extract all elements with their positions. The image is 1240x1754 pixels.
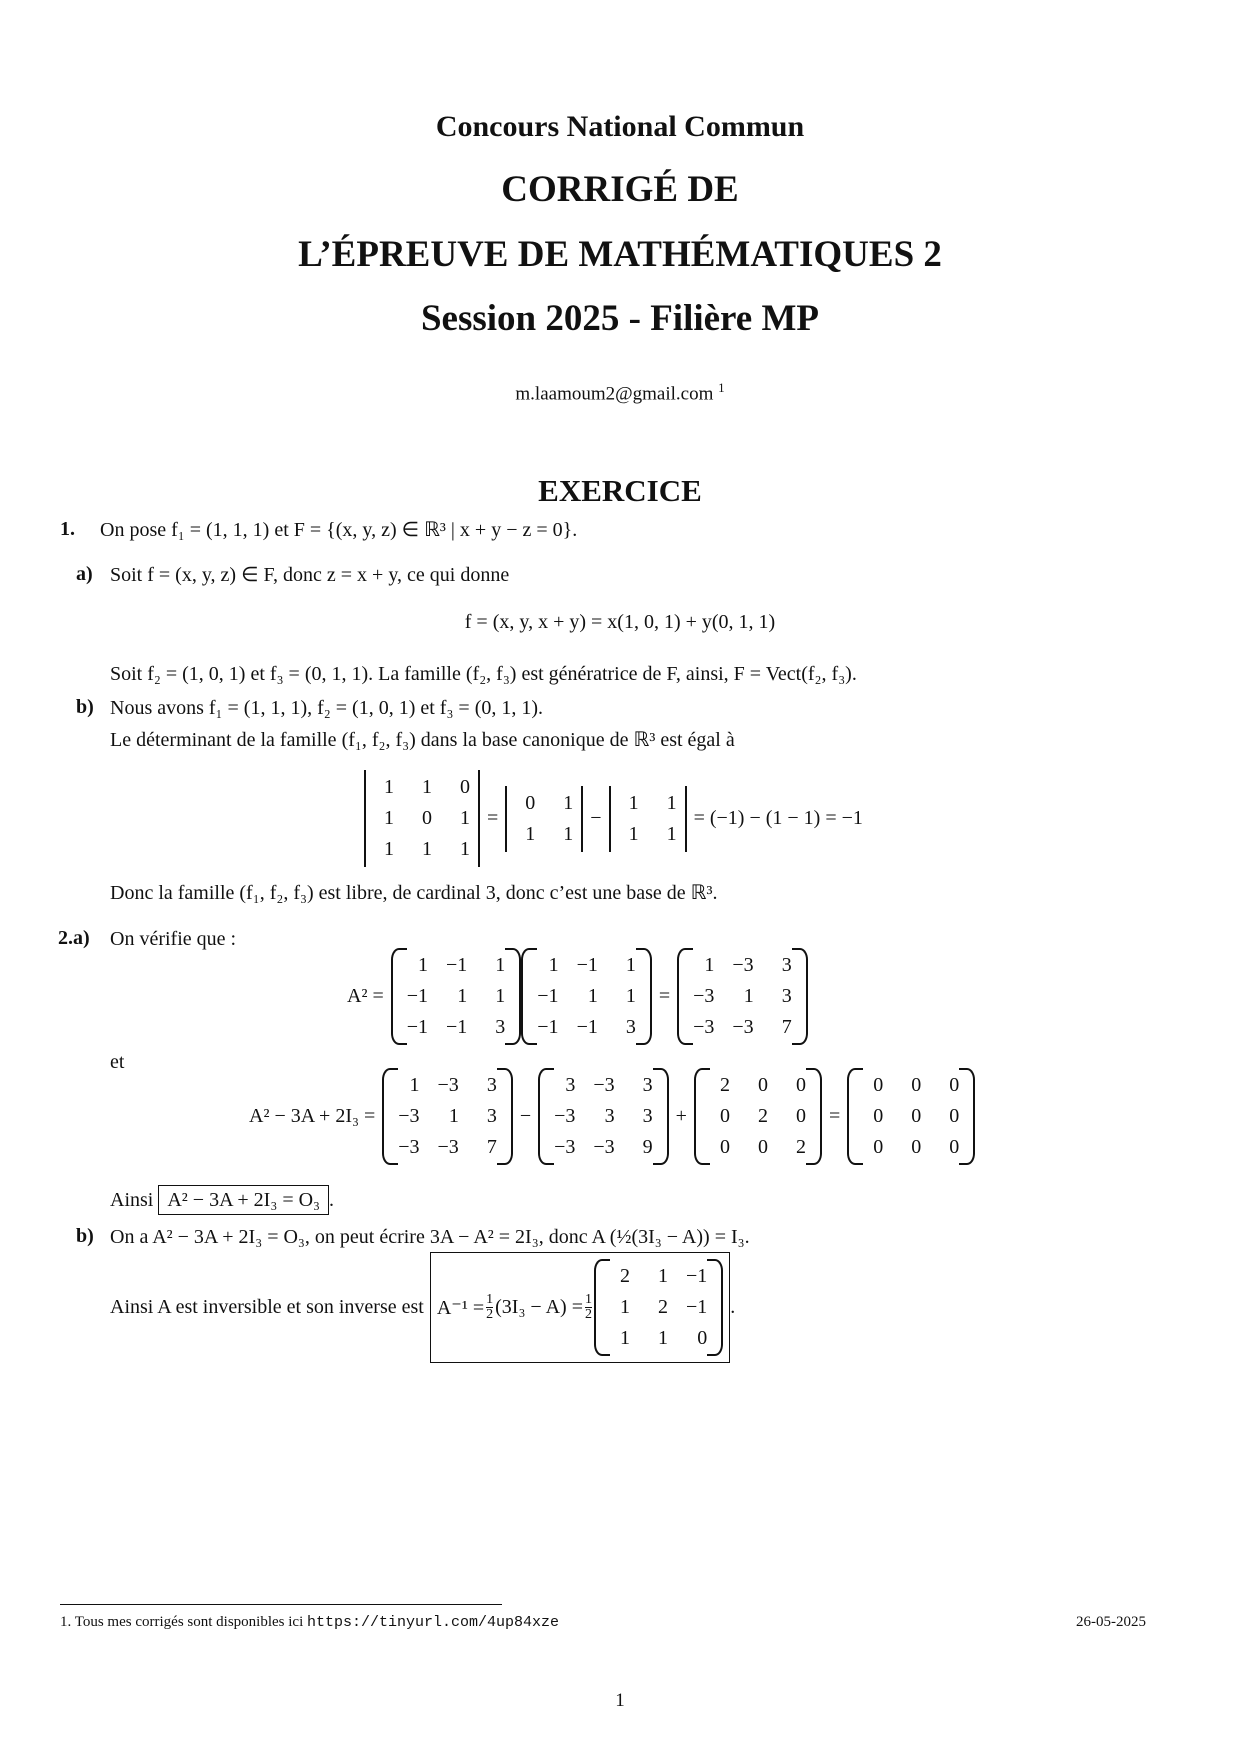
- inverse-line: [110, 1252, 735, 1363]
- matrix-entry: −3: [732, 1016, 754, 1038]
- matrix-entry: 1: [625, 985, 636, 1007]
- matrix-entry: 0: [873, 1074, 884, 1096]
- matrix-entry: 0: [697, 1327, 708, 1349]
- inverse-mid: (3I₃ − A) =: [495, 1296, 583, 1318]
- matrix-entry: 1: [563, 822, 574, 845]
- poly-op-plus: +: [675, 1105, 687, 1127]
- q2a-label: 2.a): [58, 927, 90, 949]
- matrix-entry: 0: [911, 1074, 922, 1096]
- matrix-entry: −1: [446, 954, 468, 976]
- matrix-entry: 3: [625, 1016, 636, 1038]
- q2a-and: et: [110, 1051, 125, 1073]
- matrix-entry: 3: [642, 1105, 653, 1127]
- matrix-entry: 2: [719, 1074, 730, 1096]
- matrix-entry: −3: [593, 1074, 615, 1096]
- matrix-entry: 1: [587, 985, 598, 1007]
- matrix-entry: 2: [757, 1105, 768, 1127]
- matrix-3a: [538, 1068, 669, 1165]
- matrix-entry: 1: [625, 954, 636, 976]
- matrix-entry: 3: [565, 1074, 576, 1096]
- fraction-denominator: 2: [585, 1307, 592, 1322]
- matrix-entry: 1: [409, 1074, 420, 1096]
- fraction-denominator: 2: [486, 1307, 494, 1322]
- matrix-entry: −3: [554, 1105, 576, 1127]
- matrix-entry: −3: [693, 985, 715, 1007]
- matrix-entry: 1: [384, 807, 394, 829]
- matrix-entry: −1: [446, 1016, 468, 1038]
- matrix-entry: 3: [495, 1016, 506, 1038]
- section-title: EXERCICE: [538, 473, 702, 508]
- fraction-numerator: 1: [585, 1292, 592, 1307]
- page-number: 1: [615, 1690, 625, 1711]
- matrix-entry: 0: [460, 776, 470, 798]
- matrix-entry: 7: [781, 1016, 792, 1038]
- matrix-entry: −1: [576, 954, 598, 976]
- matrix-a-1: [391, 948, 522, 1045]
- footnote-number: 1.: [60, 1614, 72, 1630]
- matrix-entry: 1: [422, 776, 432, 798]
- session-title: Session 2025 - Filière MP: [420, 298, 820, 339]
- q2a-result-line: Ainsi A² − 3A + 2I₃ = O₃ .: [110, 1188, 334, 1212]
- det-result: = (−1) − (1 − 1) = −1: [693, 807, 863, 829]
- matrix-entry: 3: [781, 985, 792, 1007]
- matrix-entry: 1: [422, 838, 432, 860]
- poly-op-minus: −: [519, 1105, 532, 1127]
- matrix-entry: −1: [686, 1265, 708, 1287]
- footnote-text: Tous mes corrigés sont disponibles ici: [74, 1614, 304, 1630]
- footnote-rule: [60, 1604, 502, 1605]
- matrix-entry: 1: [448, 1105, 459, 1127]
- q1b-text-2: Le déterminant de la famille (f₁, f₂, f₃) dans la base canonique de ℝ³ est égal à: [110, 729, 735, 751]
- matrix-entry: 1: [384, 776, 394, 798]
- poly-op-equals: =: [828, 1105, 841, 1127]
- q1b-text-1: Nous avons f₁ = (1, 1, 1), f₂ = (1, 0, 1) et f₃ = (0, 1, 1).: [110, 697, 544, 719]
- matrix-entry: 0: [873, 1105, 884, 1127]
- matrix-entry: −1: [537, 985, 559, 1007]
- title-line-2: L’ÉPREUVE DE MATHÉMATIQUES 2: [298, 234, 942, 275]
- matrix-entry: 3: [604, 1105, 615, 1127]
- matrix-entry: 1: [525, 822, 536, 845]
- q2a-text: On vérifie que :: [110, 928, 237, 950]
- polynomial-equation: [242, 1068, 975, 1165]
- matrix-entry: 0: [795, 1105, 806, 1127]
- matrix-entry: 0: [757, 1136, 768, 1158]
- matrix-entry: 0: [719, 1105, 730, 1127]
- a-squared-equation: [340, 948, 808, 1045]
- matrix-entry: 1: [658, 1327, 668, 1349]
- q1b-label: b): [76, 696, 94, 718]
- email-text: m.laamoum2@gmail.com: [515, 383, 714, 405]
- matrix-entry: 1: [563, 791, 574, 814]
- matrix-entry: 9: [642, 1136, 653, 1158]
- matrix-entry: 0: [911, 1136, 922, 1158]
- matrix-entry: −1: [537, 1016, 559, 1038]
- inverse-lhs: A⁻¹ =: [436, 1297, 485, 1319]
- author-email: [0, 380, 1240, 405]
- matrix-entry: 1: [704, 954, 715, 976]
- ainsi-text: Ainsi: [110, 1189, 154, 1211]
- matrix-inverse: [594, 1259, 723, 1356]
- matrix-entry: 2: [658, 1296, 668, 1318]
- det-2x2-a: [505, 786, 583, 852]
- matrix-entry: 0: [795, 1074, 806, 1096]
- boxed-result: A² − 3A + 2I₃ = O₃: [158, 1185, 329, 1215]
- matrix-entry: 1: [384, 838, 394, 860]
- matrix-entry: 1: [457, 985, 468, 1007]
- matrix-entry: 0: [719, 1136, 730, 1158]
- q1b-conclusion: Donc la famille (f₁, f₂, f₃) est libre, de cardinal 3, donc c’est une base de ℝ³.: [110, 882, 718, 904]
- q1a-label: a): [76, 563, 93, 585]
- matrix-entry: 1: [548, 954, 559, 976]
- q1a-conclusion: Soit f₂ = (1, 0, 1) et f₃ = (0, 1, 1). La famille (f₂, f₃) est génératrice de F, ainsi, F = Vect(f₂, f₃).: [110, 663, 857, 685]
- title-line-1: CORRIGÉ DE: [501, 169, 739, 210]
- matrix-entry: 1: [620, 1327, 630, 1349]
- fraction-half-1: [486, 1293, 493, 1322]
- matrix-entry: 1: [495, 985, 506, 1007]
- matrix-entry: −3: [437, 1074, 459, 1096]
- matrix-entry: 1: [743, 985, 754, 1007]
- matrix-entry: −1: [576, 1016, 598, 1038]
- q1a-text: Soit f = (x, y, z) ∈ F, donc z = x + y, ce qui donne: [110, 564, 510, 586]
- q1-intro: On pose f₁ = (1, 1, 1) et F = {(x, y, z) ∈ ℝ³ | x + y − z = 0}.: [100, 519, 578, 541]
- matrix-entry: −1: [686, 1296, 708, 1318]
- matrix-entry: −3: [593, 1136, 615, 1158]
- inverse-intro: Ainsi A est inversible et son inverse est: [110, 1296, 424, 1318]
- determinant-equation: [364, 770, 870, 867]
- a-squared-lhs: A² =: [347, 985, 384, 1007]
- footnote-link[interactable]: https://tinyurl.com/4up84xze: [307, 1614, 560, 1631]
- matrix-entry: 1: [460, 838, 470, 860]
- fraction-numerator: 1: [486, 1292, 494, 1307]
- matrix-entry: −3: [732, 954, 754, 976]
- matrix-entry: −1: [406, 985, 428, 1007]
- matrix-entry: 0: [525, 791, 536, 814]
- matrix-entry: −3: [398, 1105, 420, 1127]
- matrix-entry: 3: [642, 1074, 653, 1096]
- q1-label: 1.: [60, 518, 75, 540]
- matrix-entry: 0: [911, 1105, 922, 1127]
- det-3x3: [364, 770, 480, 867]
- competition-name: Concours National Commun: [435, 110, 805, 143]
- det-op-equals: =: [487, 807, 499, 829]
- matrix-entry: 1: [495, 954, 506, 976]
- matrix-a-squared: [677, 948, 808, 1045]
- matrix-entry: 3: [781, 954, 792, 976]
- inverse-period: .: [730, 1296, 736, 1318]
- polynomial-lhs: A² − 3A + 2I₃ =: [249, 1105, 376, 1127]
- footnote: [60, 1614, 559, 1631]
- inverse-box: [430, 1252, 730, 1363]
- matrix-entry: 1: [666, 791, 677, 814]
- q2b-label: b): [76, 1225, 94, 1247]
- matrix-entry: 1: [418, 954, 428, 976]
- matrix-entry: 2: [795, 1136, 806, 1158]
- matrix-entry: 0: [949, 1136, 960, 1158]
- matrix-entry: −3: [693, 1016, 715, 1038]
- matrix-entry: 0: [873, 1136, 884, 1158]
- a-squared-op-equals: =: [658, 985, 671, 1007]
- matrix-entry: 0: [949, 1074, 960, 1096]
- matrix-entry: 3: [486, 1105, 497, 1127]
- matrix-a-squared-2: [382, 1068, 513, 1165]
- matrix-entry: 3: [486, 1074, 497, 1096]
- matrix-entry: 7: [486, 1136, 497, 1158]
- matrix-a-2: [521, 948, 652, 1045]
- q2b-text: On a A² − 3A + 2I₃ = O₃, on peut écrire 3A − A² = 2I₃, donc A (½(3I₃ − A)) = I₃.: [110, 1226, 750, 1248]
- fraction-half-2: [585, 1293, 592, 1322]
- matrix-entry: 0: [422, 807, 432, 829]
- q1a-equation: f = (x, y, x + y) = x(1, 0, 1) + y(0, 1, 1): [464, 611, 776, 633]
- matrix-entry: 1: [628, 822, 639, 845]
- matrix-entry: 1: [628, 791, 639, 814]
- matrix-2i3: [694, 1068, 822, 1165]
- matrix-zero: [847, 1068, 975, 1165]
- matrix-entry: 1: [658, 1265, 668, 1287]
- matrix-entry: −3: [437, 1136, 459, 1158]
- document-date: 26-05-2025: [1076, 1614, 1146, 1630]
- det-op-minus: −: [590, 807, 602, 829]
- matrix-entry: 0: [949, 1105, 960, 1127]
- matrix-entry: 2: [620, 1265, 630, 1287]
- matrix-entry: −3: [398, 1136, 420, 1158]
- matrix-entry: 1: [620, 1296, 630, 1318]
- matrix-entry: 1: [666, 822, 677, 845]
- matrix-entry: 1: [460, 807, 470, 829]
- matrix-entry: −1: [406, 1016, 428, 1038]
- det-2x2-b: [609, 786, 687, 852]
- footnote-marker: 1: [718, 380, 725, 395]
- matrix-entry: −3: [554, 1136, 576, 1158]
- matrix-entry: 0: [757, 1074, 768, 1096]
